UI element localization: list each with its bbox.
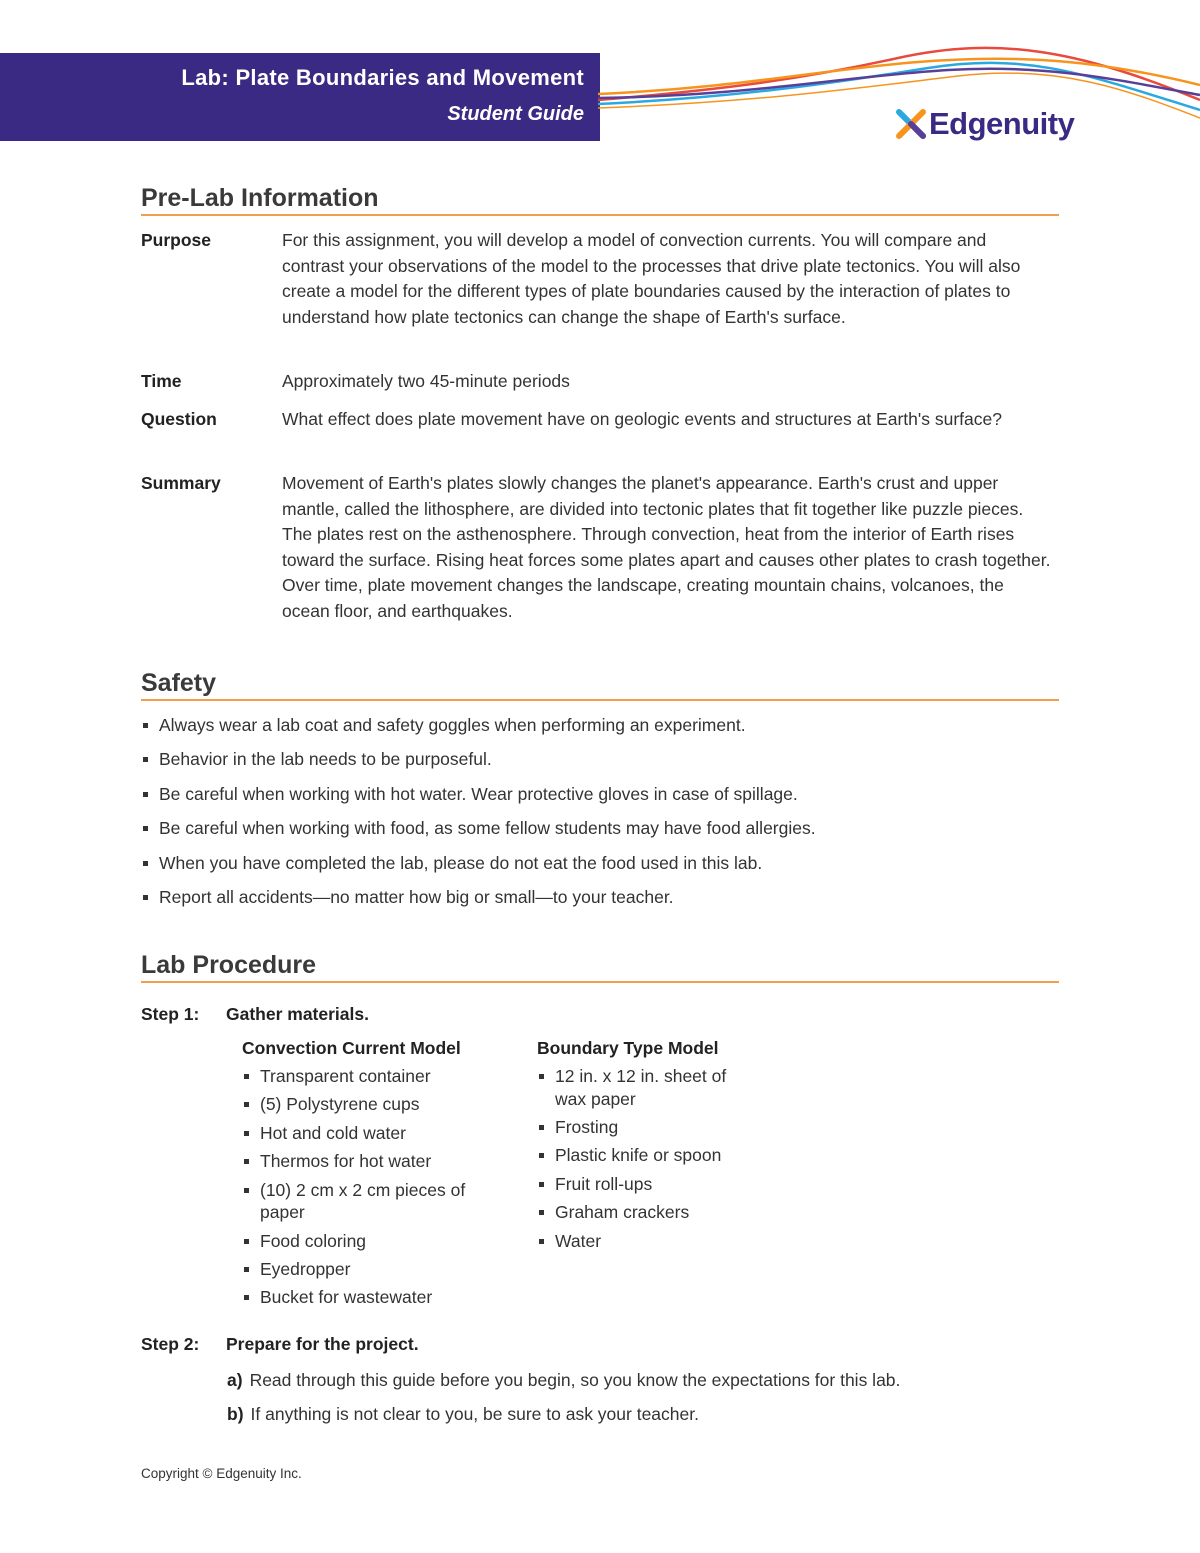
procedure-heading: Lab Procedure <box>141 950 1059 983</box>
bullet-square-icon <box>539 1074 544 1079</box>
list-item <box>537 1144 762 1167</box>
item-text: Food coloring <box>260 1230 367 1251</box>
column-title: Boundary Type Model <box>537 1038 719 1058</box>
list-item <box>242 1230 512 1253</box>
logo-x-icon <box>895 108 927 140</box>
row-label: Purpose <box>141 230 212 250</box>
step-1 <box>141 1004 369 1025</box>
bullet-square-icon <box>539 1153 544 1158</box>
item-text: Graham crackers <box>555 1202 690 1223</box>
substep-b <box>227 1402 699 1426</box>
step-number: Step 1: <box>141 1004 200 1024</box>
row-label: Question <box>141 409 217 429</box>
bullet-square-icon <box>244 1267 249 1272</box>
safety-list <box>142 711 816 917</box>
list-item <box>537 1173 762 1196</box>
row-text: Movement of Earth's plates slowly changes the planet's appearance. Earth's crust and upper mantle, called the lithosphere, are divided into tectonic plates that fit together like puzzle pieces. The plates rest on the asthenosphere. Through convection, heat from the interior of Earth rises toward the surface. Rising heat forces some plates apart and causes other plates to crash together. Over time, plate movement changes the landscape, creating mountain chains, volcanoes, the ocean floor, and earthquakes. <box>282 473 1051 621</box>
boundary-materials <box>537 1037 762 1258</box>
item-text: When you have completed the lab, please do not eat the food used in this lab. <box>159 852 763 873</box>
item-text: Report all accidents—no matter how big or small—to your teacher. <box>159 886 674 907</box>
row-text: Approximately two 45-minute periods <box>282 371 570 391</box>
item-text: Plastic knife or spoon <box>555 1145 722 1166</box>
bullet-square-icon <box>244 1188 249 1193</box>
bullet-square-icon <box>539 1210 544 1215</box>
item-text: Water <box>555 1230 602 1251</box>
list-item <box>537 1116 762 1139</box>
substep-text: Read through this guide before you begin, so you know the expectations for this lab. <box>249 1370 901 1390</box>
item-text: Eyedropper <box>260 1258 351 1279</box>
item-text: Be careful when working with hot water. Wear protective gloves in case of spillage. <box>159 783 798 804</box>
list-item <box>142 780 816 814</box>
row-label: Summary <box>141 473 221 493</box>
prelab-row-purpose <box>141 228 1059 356</box>
list-item <box>242 1122 512 1145</box>
convection-materials <box>242 1037 512 1315</box>
item-text: (5) Polystyrene cups <box>260 1094 420 1115</box>
bullet-square-icon <box>143 792 148 797</box>
item-text: Hot and cold water <box>260 1122 406 1143</box>
list-item <box>537 1201 762 1224</box>
bullet-square-icon <box>143 723 148 728</box>
item-text: Fruit roll-ups <box>555 1173 653 1194</box>
list-item <box>142 814 816 848</box>
list-item <box>242 1065 512 1088</box>
substep-label: a) <box>227 1370 243 1390</box>
bullet-square-icon <box>244 1074 249 1079</box>
row-text: For this assignment, you will develop a model of convection currents. You will compare and contrast your observations of the model to the processes that drive plate tectonics. You will also create a model for the different types of plate boundaries caused by the interaction of plates to understand how plate tectonics can change the shape of Earth's surface. <box>282 230 1021 327</box>
lab-title: Lab: Plate Boundaries and Movement <box>181 65 584 90</box>
list-item <box>242 1286 512 1309</box>
item-text: Always wear a lab coat and safety goggles when performing an experiment. <box>159 715 746 735</box>
substep-text: If anything is not clear to you, be sure to ask your teacher. <box>250 1404 699 1424</box>
logo-wordmark: Edgenuity <box>929 106 1075 141</box>
list-item <box>242 1150 512 1173</box>
bullet-square-icon <box>244 1295 249 1300</box>
list-item <box>537 1230 762 1253</box>
prelab-heading: Pre-Lab Information <box>141 183 1059 216</box>
item-text: Bucket for wastewater <box>260 1287 433 1308</box>
step-2 <box>141 1334 419 1355</box>
row-label: Time <box>141 371 182 391</box>
bullet-square-icon <box>143 895 148 900</box>
guide-subtitle: Student Guide <box>447 103 584 125</box>
edgenuity-logo <box>895 104 1074 144</box>
bullet-square-icon <box>244 1239 249 1244</box>
bullet-square-icon <box>143 757 148 762</box>
step-title: Gather materials. <box>226 1004 369 1024</box>
item-text: Thermos for hot water <box>260 1151 432 1172</box>
header-banner <box>0 53 600 141</box>
list-item <box>142 711 816 745</box>
bullet-square-icon <box>539 1239 544 1244</box>
column-title: Convection Current Model <box>242 1038 461 1058</box>
list-item <box>242 1093 512 1116</box>
item-text: Be careful when working with food, as some fellow students may have food allergies. <box>159 818 816 839</box>
bullet-square-icon <box>143 826 148 831</box>
bullet-square-icon <box>244 1159 249 1164</box>
step-number: Step 2: <box>141 1334 200 1354</box>
list-item <box>242 1179 512 1224</box>
item-text: Transparent container <box>260 1066 431 1086</box>
item-text: Behavior in the lab needs to be purposeful. <box>159 749 492 770</box>
bullet-square-icon <box>244 1102 249 1107</box>
bullet-square-icon <box>143 861 148 866</box>
item-text: 12 in. x 12 in. sheet of wax paper <box>555 1066 727 1109</box>
list-item <box>142 883 816 917</box>
substep-a <box>227 1368 900 1392</box>
bullet-square-icon <box>244 1131 249 1136</box>
row-text: What effect does plate movement have on geologic events and structures at Earth's surface? <box>282 409 1002 429</box>
list-item <box>537 1065 762 1110</box>
safety-heading: Safety <box>141 668 1059 701</box>
list-item <box>242 1258 512 1281</box>
step-title: Prepare for the project. <box>226 1334 419 1354</box>
item-text: (10) 2 cm x 2 cm pieces of paper <box>260 1179 466 1223</box>
item-text: Frosting <box>555 1116 619 1137</box>
bullet-square-icon <box>539 1125 544 1130</box>
bullet-square-icon <box>539 1182 544 1187</box>
list-item <box>142 849 816 883</box>
substep-label: b) <box>227 1404 244 1424</box>
list-item <box>142 745 816 779</box>
copyright-footer: Copyright © Edgenuity Inc. <box>141 1466 302 1481</box>
